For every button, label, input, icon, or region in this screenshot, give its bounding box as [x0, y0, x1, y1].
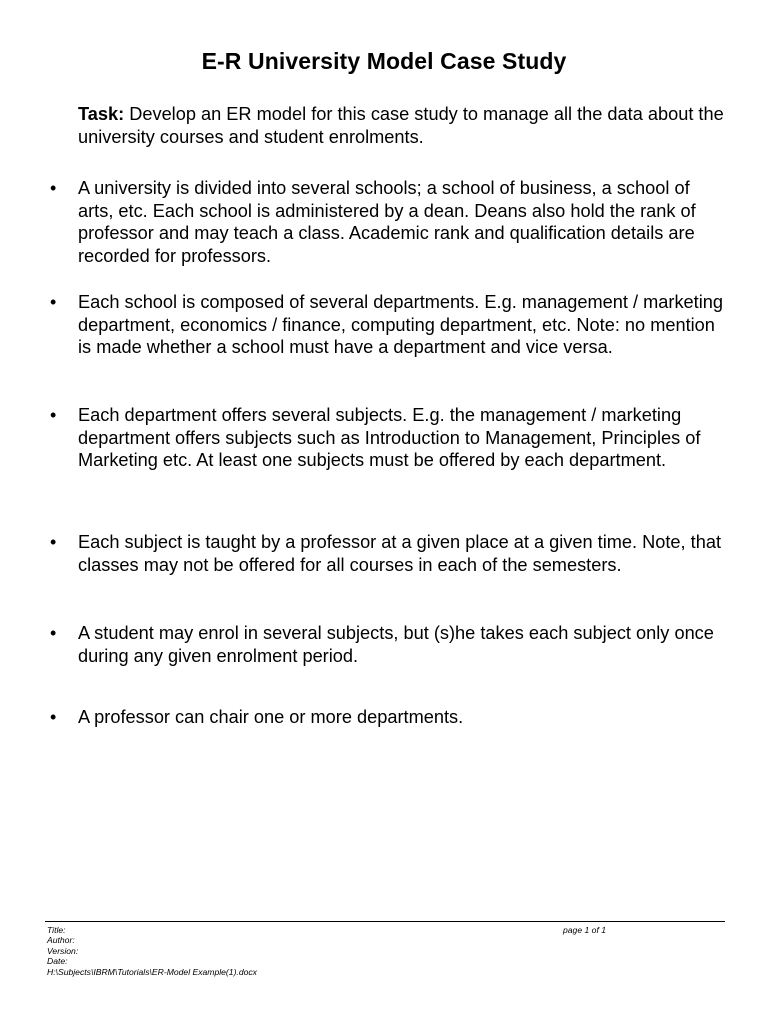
bullet-icon: •: [50, 532, 57, 552]
task-text: Develop an ER model for this case study to manage all the data about the university courses and student enrolments.: [78, 104, 724, 147]
document-footer: [47, 925, 727, 977]
list-item-text: A student may enrol in several subjects, but (s)he takes each subject only once during any given enrolment period.: [78, 623, 714, 666]
bullet-icon: •: [50, 178, 57, 198]
footer-divider: [45, 921, 725, 922]
footer-author-label: Author:: [47, 935, 75, 946]
bullet-icon: •: [50, 707, 57, 727]
footer-title-label: Title:: [47, 925, 66, 935]
task-label: Task:: [78, 104, 125, 124]
footer-file-path: H:\Subjects\IBRM\Tutorials\ER-Model Example(1).docx: [47, 966, 257, 977]
bullet-icon: •: [50, 623, 57, 643]
list-item-text: A professor can chair one or more departments.: [78, 707, 464, 727]
list-item-text: Each department offers several subjects. E.g. the management / marketing department offers subjects such as Introduction to Management, Principles of Marketing etc. At least one subjects must be offered by each department.: [78, 405, 701, 471]
footer-version-label: Version:: [47, 945, 79, 956]
list-item-text: Each school is composed of several departments. E.g. management / marketing department, economics / finance, computing department, etc. Note: no mention is made whether a school must have a department and vice versa.: [78, 292, 723, 358]
list-item-text: A university is divided into several schools; a school of business, a school of arts, etc. Each school is administered by a dean. Deans also hold the rank of professor and may teach a class. Academic rank and qualification details are recorded for professors.: [78, 178, 696, 267]
bullet-icon: •: [50, 405, 57, 425]
footer-page-number: page 1 of 1: [563, 925, 607, 935]
list-item-text: Each subject is taught by a professor at a given place at a given time. Note, that classes may not be offered for all courses in each of the semesters.: [78, 532, 721, 575]
page-title: E-R University Model Case Study: [201, 48, 567, 74]
bullet-icon: •: [50, 292, 57, 312]
footer-date-label: Date:: [47, 956, 68, 967]
